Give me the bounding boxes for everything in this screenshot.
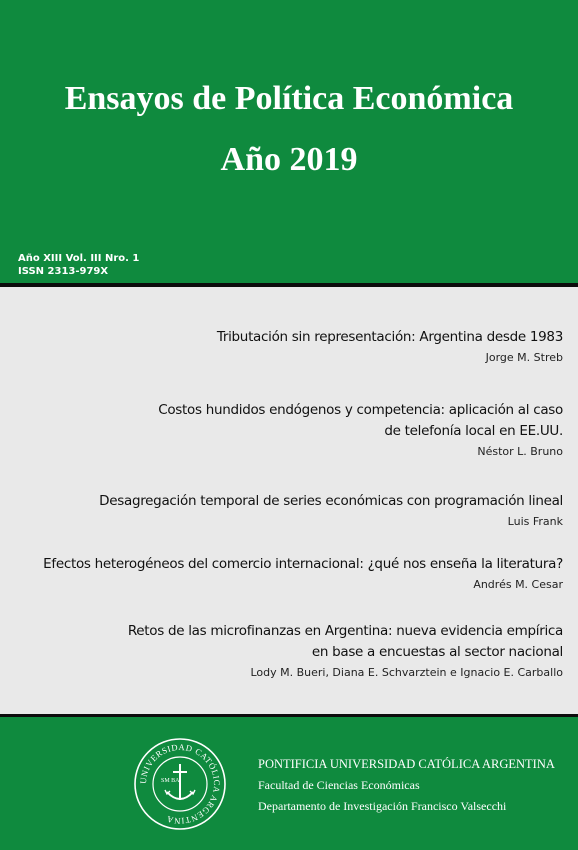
- article-title: Desagregación temporal de series económicas con programación lineal: [99, 493, 563, 509]
- article-title: Tributación sin representación: Argentina desde 1983: [216, 329, 563, 345]
- department-name: Departamento de Investigación Francisco Valsecchi: [258, 799, 507, 813]
- university-name: PONTIFICIA UNIVERSIDAD CATÓLICA ARGENTINA: [258, 757, 555, 771]
- article-title-continued: en base a encuestas al sector nacional: [311, 644, 563, 660]
- issue-volume: Año XIII Vol. III Nro. 1: [18, 253, 140, 264]
- article-entry: [43, 554, 563, 593]
- article-title: Retos de las microfinanzas en Argentina: nueva evidencia empírica: [127, 623, 563, 639]
- journal-year: Año 2019: [220, 141, 358, 178]
- issn: ISSN 2313-979X: [18, 266, 109, 277]
- university-seal-icon: [134, 738, 226, 830]
- table-of-contents: [0, 287, 578, 714]
- article-author: Néstor L. Bruno: [477, 445, 563, 458]
- article-author: Jorge M. Streb: [485, 351, 563, 364]
- article-author: Lody M. Bueri, Diana E. Schvarztein e Ignacio E. Carballo: [250, 666, 563, 679]
- article-author: Luis Frank: [507, 515, 563, 528]
- article-title: Efectos heterogéneos del comercio internacional: ¿qué nos enseña la literatura?: [43, 556, 563, 572]
- article-entry: [128, 621, 563, 681]
- article-title: Costos hundidos endógenos y competencia: aplicación al caso: [158, 402, 563, 418]
- seal-text: UNIVERSIDAD CATÓLICA ARGENTINA: [137, 741, 223, 827]
- article-entry: [158, 400, 563, 460]
- journal-title: Ensayos de Política Económica: [64, 80, 514, 117]
- article-title-continued: de telefonía local en EE.UU.: [384, 423, 563, 439]
- article-entry: [217, 327, 563, 366]
- seal-monogram: SM BA: [161, 778, 180, 784]
- article-entry: [99, 491, 563, 530]
- article-author: Andrés M. Cesar: [473, 578, 563, 591]
- faculty-name: Facultad de Ciencias Económicas: [258, 778, 420, 792]
